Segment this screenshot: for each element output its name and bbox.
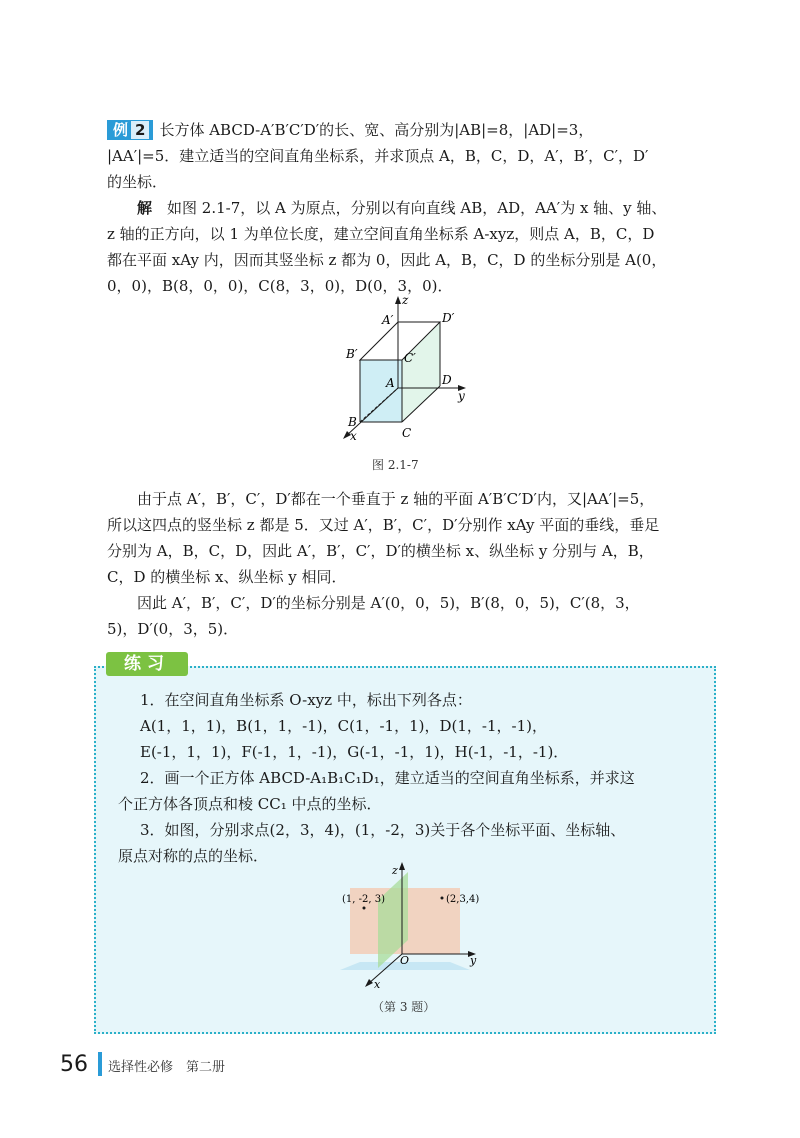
point-2-3-4 bbox=[441, 897, 444, 900]
example-line-3: 的坐标． bbox=[107, 173, 168, 191]
label-y: y bbox=[458, 389, 465, 403]
point-1-neg2-3 bbox=[363, 907, 366, 910]
example-tag bbox=[107, 120, 153, 140]
exercise-item-1-row-a: A(1，1，1)，B(1，1，-1)，C(1，-1，1)，D(1，-1，-1)， bbox=[140, 717, 547, 735]
book-title: 选择性必修 第二册 bbox=[108, 1060, 226, 1075]
exercise-badge: 练习 bbox=[106, 652, 188, 676]
label-x: x bbox=[350, 429, 357, 443]
exercise-item-3-cont: 原点对称的点的坐标． bbox=[118, 847, 269, 865]
ex-label-p2: (2,3,4) bbox=[446, 894, 480, 905]
example-tag-number: 2 bbox=[131, 121, 149, 139]
paragraph3-line-2: 5)，D′(0，3，5)． bbox=[107, 620, 239, 638]
label-b-prime: B′ bbox=[346, 347, 358, 361]
ex-label-y: y bbox=[470, 954, 477, 967]
paragraph2-line-2: 所以这四点的竖坐标 z 都是 5．又过 A′，B′，C′，D′分别作 xAy 平面的垂线，垂足 bbox=[107, 516, 660, 534]
paragraph2-line-3: 分别为 A，B，C，D，因此 A′，B′，C′，D′的横坐标 x、纵坐标 y 分别与 A，B， bbox=[107, 542, 654, 560]
label-b: B bbox=[348, 415, 357, 429]
label-c: C bbox=[402, 426, 412, 440]
exercise-item-2-cont: 个正方体各顶点和棱 CC₁ 中点的坐标． bbox=[118, 795, 382, 813]
ex-z-arrow bbox=[399, 862, 405, 870]
exercise-figure-caption: （第 3 题） bbox=[372, 1000, 436, 1014]
paragraph3-line-1: 因此 A′，B′，C′，D′的坐标分别是 A′(0，0，5)，B′(8，0，5)，C′(8，3， bbox=[137, 594, 640, 612]
solution-line-2: z 轴的正方向，以 1 为单位长度，建立空间直角坐标系 A-xyz，则点 A，B，C，D bbox=[107, 225, 655, 243]
label-a: A bbox=[386, 376, 395, 390]
ex-label-x: x bbox=[374, 978, 381, 991]
example-text-1: 长方体 ABCD-A′B′C′D′的长、宽、高分别为|AB|=8，|AD|=3， bbox=[159, 121, 594, 139]
exercise-item-1: 1．在空间直角坐标系 O-xyz 中，标出下列各点： bbox=[140, 691, 472, 709]
exercise-item-1-row-b: E(-1，1，1)，F(-1，1，-1)，G(-1，-1，1)，H(-1，-1，-1)． bbox=[140, 743, 569, 761]
label-d-prime: D′ bbox=[442, 311, 455, 325]
figure-cuboid bbox=[330, 290, 480, 450]
label-z: z bbox=[402, 293, 409, 307]
ex-label-z: z bbox=[392, 864, 398, 877]
figure-caption: 图 2.1-7 bbox=[372, 458, 419, 472]
solution-line-4: 0，0)，B(8，0，0)，C(8，3，0)，D(0，3，0)． bbox=[107, 277, 453, 295]
label-d: D bbox=[442, 373, 452, 387]
figure-exercise-3 bbox=[320, 860, 490, 992]
z-axis-arrow bbox=[395, 296, 401, 304]
footer-accent-bar bbox=[98, 1052, 102, 1076]
ex-label-o: O bbox=[400, 954, 410, 967]
ex-label-p1: (1, -2, 3) bbox=[342, 894, 385, 905]
example-line-1 bbox=[107, 117, 712, 143]
solution-line-1 bbox=[107, 195, 712, 221]
exercise-item-2: 2．画一个正方体 ABCD-A₁B₁C₁D₁，建立适当的空间直角坐标系，并求这 bbox=[140, 769, 635, 787]
page-number: 56 bbox=[60, 1052, 88, 1077]
label-a-prime: A′ bbox=[382, 313, 394, 327]
label-c-prime: C′ bbox=[404, 351, 416, 365]
cuboid-front-face bbox=[360, 360, 402, 422]
cuboid-side-face bbox=[402, 322, 440, 422]
example-tag-label: 例 bbox=[113, 121, 129, 139]
solution-text-1: 如图 2.1-7，以 A 为原点，分别以有向直线 AB，AD，AA′为 x 轴、y 轴、 bbox=[167, 199, 667, 217]
example-line-2: |AA′|=5．建立适当的空间直角坐标系，并求顶点 A，B，C，D，A′，B′，C′，D′ bbox=[107, 147, 649, 165]
paragraph2-line-1: 由于点 A′，B′，C′，D′都在一个垂直于 z 轴的平面 A′B′C′D′内，又|AA′|=5， bbox=[137, 490, 655, 508]
solution-label: 解 bbox=[137, 199, 153, 217]
exercise-item-3: 3．如图，分别求点(2，3，4)，(1，-2，3)关于各个坐标平面、坐标轴、 bbox=[140, 821, 626, 839]
paragraph2-line-4: C，D 的横坐标 x、纵坐标 y 相同． bbox=[107, 568, 347, 586]
solution-line-3: 都在平面 xAy 内，因而其竖坐标 z 都为 0，因此 A，B，C，D 的坐标分别是 A(0， bbox=[107, 251, 667, 269]
